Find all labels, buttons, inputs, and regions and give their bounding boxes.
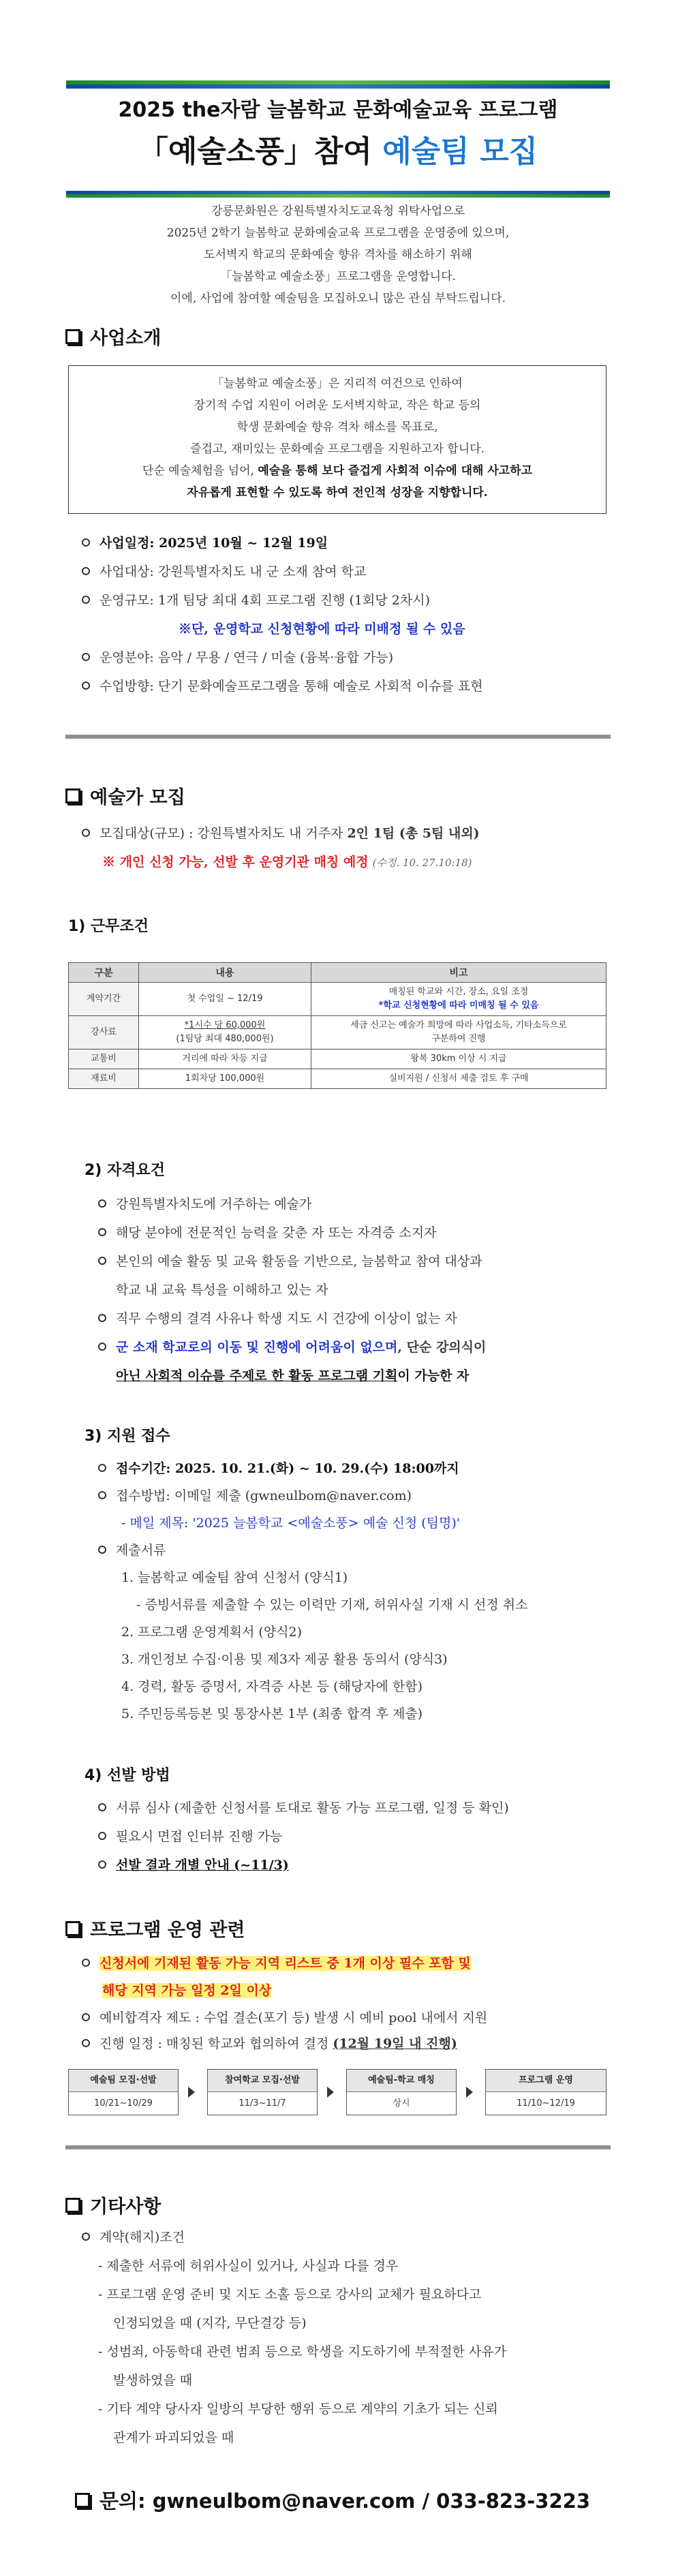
selection-item-text: 선발 결과 개별 안내 (~11/3)	[116, 1858, 289, 1873]
table-row	[69, 983, 606, 1016]
selection-item-text: 서류 심사 (제출한 신청서를 토대로 활동 가능 프로그램, 일정 등 확인)	[116, 1800, 509, 1815]
apply-doc: 1. 늘봄학교 예술팀 참여 신청서 (양식1)	[121, 1570, 348, 1585]
arrow-right-icon	[188, 2087, 195, 2098]
apply-item	[98, 1458, 459, 1477]
business-item-text: 운영분야: 음악 / 무용 / 연극 / 미술 (융복·융합 가능)	[99, 650, 394, 665]
box-line: 학생 문화예술 향유 격차 해소를 목표로,	[236, 420, 438, 434]
selection-item	[98, 1798, 509, 1816]
apply-item-text: 접수방법: 이메일 제출 (gwneulbom@naver.com)	[116, 1488, 412, 1503]
selection-heading: 4) 선발 방법	[84, 1767, 170, 1784]
qual-item-cont	[116, 1366, 469, 1384]
checkbox-square-icon	[65, 1921, 80, 1936]
operation-item-highlight-cont	[102, 1980, 271, 1999]
circle-bullet-icon	[98, 1314, 106, 1322]
recruit-note	[102, 852, 472, 870]
circle-bullet-icon	[98, 1860, 106, 1869]
process-step-date: 상시	[393, 2098, 410, 2109]
circle-bullet-icon	[98, 1228, 106, 1236]
apply-heading: 3) 지원 접수	[84, 1428, 170, 1445]
business-item	[82, 590, 430, 609]
circle-bullet-icon	[98, 1832, 106, 1840]
arrow-right-icon	[466, 2087, 473, 2098]
circle-bullet-icon	[98, 1803, 106, 1811]
operation-item-text: 예비합격자 제도 : 수업 결손(포기 등) 발생 시 예비 pool 내에서 지원	[99, 2010, 488, 2025]
circle-bullet-icon	[82, 653, 90, 661]
qual-item-text: 강원특별자치도에 거주하는 예술가	[116, 1197, 312, 1212]
note-line-blue: *학교 신청현황에 따라 미매칭 될 수 있음	[378, 1000, 539, 1011]
header-bottom-bar	[66, 191, 610, 198]
circle-bullet-icon	[98, 1464, 106, 1472]
circle-bullet-icon	[82, 596, 90, 604]
table-row	[69, 1016, 606, 1049]
intro-line: 도서벽지 학교의 문화예술 향유 격차를 해소하기 위해	[204, 248, 472, 262]
intro-line: 「늘봄학교 예술소풍」프로그램을 운영합니다.	[220, 270, 456, 283]
etc-item-text: 계약(해지)조건	[99, 2230, 185, 2245]
recruit-target-scale: 2인 1팀 (총 5팀 내외)	[347, 826, 480, 841]
process-step-title: 프로그램 운영	[486, 2070, 606, 2092]
recruit-note-red: ※ 개인 신청 가능, 선발 후 운영기관 매칭 예정	[102, 855, 369, 870]
recruit-target-text: 모집대상(규모) : 강원특별자치도 내 거주자	[99, 826, 348, 841]
note-line: 세금 신고는 예술가 희망에 따라 사업소득, 기타소득으로	[350, 1020, 567, 1030]
apply-doc: 2. 프로그램 운영계획서 (양식2)	[121, 1625, 303, 1640]
table-cell-note: 실비지원 / 신청서 제출 검토 후 구매	[311, 1069, 606, 1089]
box-line-bold: 예술을 통해 보다 즐겁게 사회적 이슈에 대해 사고하고	[258, 464, 533, 478]
recruit-note-revision: (수정. 10. 27.10:18)	[372, 857, 472, 869]
process-step-date: 11/3~11/7	[239, 2098, 286, 2109]
section-heading-etc	[65, 2192, 161, 2218]
conditions-table	[68, 962, 606, 1089]
intro-line: 이에, 사업에 참여할 예술팀을 모집하오니 많은 관심 부탁드립니다.	[170, 292, 506, 305]
table-cell-note: 왕복 30km 이상 시 지급	[311, 1049, 606, 1069]
box-line: 장기적 수업 지원이 어려운 도서벽지학교, 작은 학교 등의	[194, 399, 481, 412]
business-item	[82, 676, 483, 694]
note-line: 구분하여 진행	[431, 1034, 486, 1044]
etc-subitem: - 제출한 서류에 허위사실이 있거나, 사실과 다를 경우	[98, 2258, 399, 2273]
content-line: *1시수 당 60,000원	[184, 1020, 266, 1030]
section-heading-text: 예술가 모집	[90, 787, 185, 808]
business-intro-box	[68, 365, 606, 514]
process-step-date: 11/10~12/19	[517, 2098, 575, 2109]
business-note: ※단, 운영학교 신청현황에 따라 미배정 될 수 있음	[179, 622, 465, 637]
section-divider	[65, 2145, 611, 2149]
title-line-1: 2025 the자람 늘봄학교 문화예술교육 프로그램	[118, 98, 558, 122]
table-cell-category: 강사료	[69, 1016, 139, 1049]
circle-bullet-icon	[98, 1199, 106, 1208]
checkbox-square-icon	[65, 329, 80, 344]
etc-subitem-cont: 인정되었을 때 (지각, 무단결강 등)	[113, 2316, 307, 2331]
process-step-title: 예술팀-학교 매칭	[347, 2070, 456, 2092]
table-cell-category: 계약기간	[69, 983, 139, 1016]
business-item-text: 수업방향: 단기 문화예술프로그램을 통해 예술로 사회적 이슈를 표현	[99, 679, 483, 694]
conditions-heading: 1) 근무조건	[68, 918, 149, 935]
qual-item-underline: 아닌 사회적 이슈를 주제로 한 활동 프로그램 기획	[116, 1368, 398, 1383]
process-flow	[68, 2069, 606, 2118]
operation-item	[82, 2008, 487, 2026]
header-top-bar	[66, 80, 610, 89]
operation-highlight-text: 신청서에 기재된 활동 가능 지역 리스트 중 1개 이상 필수 포함 및	[99, 1956, 471, 1971]
box-line: 「늘봄학교 예술소풍」은 지리적 여건으로 인하여	[212, 377, 463, 390]
recruit-target	[82, 823, 480, 842]
apply-item-text: 접수기간: 2025. 10. 21.(화) ~ 10. 29.(수) 18:00까지	[116, 1461, 459, 1476]
table-header: 내용	[139, 963, 311, 983]
business-item	[82, 533, 328, 551]
circle-bullet-icon	[82, 681, 90, 690]
table-cell-category: 교통비	[69, 1049, 139, 1069]
table-cell-note	[311, 983, 606, 1016]
qual-item-bold: 이 가능한 자	[397, 1368, 470, 1383]
business-item	[82, 562, 366, 580]
qual-item	[98, 1194, 311, 1212]
box-line-part: 단순 예술체험을 넘어,	[142, 464, 258, 478]
table-row	[69, 1049, 606, 1069]
qualification-heading: 2) 자격요건	[84, 1162, 166, 1179]
qual-item-bold: 단순 강의식이	[406, 1340, 487, 1355]
intro-line: 강릉문화원은 강원특별자치도교육청 위탁사업으로	[211, 204, 465, 218]
table-cell-note	[311, 1016, 606, 1049]
process-step	[346, 2069, 457, 2115]
operation-item-text: 진행 일정 : 매칭된 학교와 협의하여 결정	[99, 2036, 333, 2051]
content-line: (1팀당 최대 480,000원)	[176, 1034, 274, 1044]
circle-bullet-icon	[82, 2039, 90, 2047]
table-cell-content: 첫 수업일 ~ 12/19	[139, 983, 311, 1016]
circle-bullet-icon	[82, 567, 90, 575]
section-divider	[65, 735, 611, 739]
apply-mail-subject: - 메일 제목: '2025 늘봄학교 <예술소풍> 예술 신청 (팀명)'	[121, 1516, 460, 1531]
business-item-text: 운영규모: 1개 팀당 최대 4회 프로그램 진행 (1회당 2차시)	[99, 593, 430, 608]
intro-line: 2025년 2학기 늘봄학교 문화예술교육 프로그램을 운영중에 있으며,	[166, 226, 510, 240]
section-heading-recruit	[65, 782, 185, 809]
title-line-2-part-a: 「예술소풍」참여	[138, 134, 383, 169]
circle-bullet-icon	[82, 538, 90, 547]
qual-item-text: 본인의 예술 활동 및 교육 활동을 기반으로, 늘봄학교 참여 대상과	[116, 1254, 482, 1269]
table-cell-content: 1회차당 100,000원	[139, 1069, 311, 1089]
circle-bullet-icon	[82, 2013, 90, 2021]
circle-bullet-icon	[98, 1491, 106, 1499]
section-heading-text: 사업소개	[90, 328, 162, 349]
checkbox-square-icon	[75, 2493, 90, 2508]
apply-doc: 4. 경력, 활동 증명서, 자격증 사본 등 (해당자에 한함)	[121, 1679, 423, 1694]
contact-text[interactable]: 문의: gwneulbom@naver.com / 033-823-3223	[99, 2489, 591, 2513]
apply-doc-note: - 증빙서류를 제출할 수 있는 이력만 기재, 허위사실 기재 시 선정 취소	[136, 1597, 528, 1612]
etc-item	[82, 2227, 185, 2245]
process-step	[68, 2069, 179, 2115]
etc-subitem: - 성범죄, 아동학대 관련 범죄 등으로 학생을 지도하기에 부적절한 사유가	[98, 2344, 507, 2359]
contact-info	[75, 2486, 590, 2514]
circle-bullet-icon	[98, 1546, 106, 1554]
box-line-bold: 자유롭게 표현할 수 있도록 하여 전인적 성장을 지향합니다.	[187, 486, 488, 500]
operation-item	[82, 2034, 457, 2052]
process-step	[207, 2069, 318, 2115]
table-header-row	[69, 963, 606, 983]
etc-subitem-cont: 발생하였을 때	[113, 2373, 193, 2388]
operation-highlight-text: 해당 지역 가능 일정 2일 이상	[102, 1983, 272, 1998]
operation-item-highlight	[82, 1953, 471, 1972]
circle-bullet-icon	[82, 829, 90, 837]
title-line-2-part-b: 예술팀 모집	[382, 134, 538, 169]
apply-doc: 5. 주민등록등본 및 통장사본 1부 (최종 합격 후 제출)	[121, 1706, 423, 1721]
circle-bullet-icon	[98, 1257, 106, 1265]
table-cell-category: 재료비	[69, 1069, 139, 1089]
etc-subitem-cont: 관계가 파괴되었을 때	[113, 2430, 234, 2445]
section-heading-text: 기타사항	[90, 2196, 162, 2218]
intro-text	[0, 200, 676, 309]
table-cell-content	[139, 1016, 311, 1049]
circle-bullet-icon	[82, 2233, 90, 2241]
qual-item	[98, 1251, 482, 1270]
qual-item-blue: 군 소재 학교로의 이동 및 진행에 어려움이 없으며,	[116, 1340, 407, 1355]
box-line: 즐겁고, 재미있는 문화예술 프로그램을 지원하고자 합니다.	[190, 442, 485, 456]
selection-item	[98, 1826, 282, 1845]
qual-item-text: 해당 분야에 전문적인 능력을 갖춘 자 또는 자격증 소지자	[116, 1225, 437, 1240]
apply-item-text: 제출서류	[116, 1543, 166, 1558]
table-header: 비고	[311, 963, 606, 983]
business-item-text: 사업일정: 2025년 10월 ~ 12월 19일	[99, 536, 328, 551]
selection-item-text: 필요시 면접 인터뷰 진행 가능	[116, 1829, 283, 1844]
title-line-2	[0, 127, 676, 170]
apply-item	[98, 1486, 412, 1504]
arrow-right-icon	[327, 2087, 334, 2098]
checkbox-square-icon	[65, 788, 80, 803]
etc-subitem: - 프로그램 운영 준비 및 지도 소홀 등으로 강사의 교체가 필요하다고	[98, 2287, 482, 2302]
box-line	[69, 460, 606, 482]
qual-item-text: 직무 수행의 결격 사유나 학생 지도 시 건강에 이상이 없는 자	[116, 1311, 457, 1326]
section-heading-text: 프로그램 운영 관련	[90, 1920, 245, 1941]
section-heading-operation	[65, 1915, 245, 1942]
business-item-text: 사업대상: 강원특별자치도 내 군 소재 참여 학교	[99, 564, 367, 579]
table-row	[69, 1069, 606, 1089]
qual-item-cont: 학교 내 교육 특성을 이해하고 있는 자	[116, 1283, 328, 1298]
table-cell-content: 거리에 따라 차등 지급	[139, 1049, 311, 1069]
note-line: 매칭된 학교와 시간, 장소, 요일 조정	[388, 987, 529, 997]
checkbox-square-icon	[65, 2198, 80, 2213]
circle-bullet-icon	[98, 1343, 106, 1351]
process-step-title: 참여학교 모집·선발	[208, 2070, 317, 2092]
process-step	[485, 2069, 606, 2115]
qual-item	[98, 1223, 436, 1241]
table-header: 구분	[69, 963, 139, 983]
etc-subitem: - 기타 계약 당사자 일방의 부당한 행위 등으로 계약의 기초가 되는 신뢰	[98, 2402, 498, 2417]
circle-bullet-icon	[82, 1959, 90, 1967]
qual-item	[98, 1308, 457, 1327]
apply-doc: 3. 개인정보 수집·이용 및 제3자 제공 활용 동의서 (양식3)	[121, 1652, 448, 1667]
business-item	[82, 647, 393, 666]
apply-item	[98, 1540, 166, 1559]
qual-item	[98, 1337, 486, 1355]
selection-item	[98, 1855, 289, 1873]
operation-item-deadline: (12월 19일 내 진행)	[333, 2036, 457, 2051]
process-step-date: 10/21~10/29	[94, 2098, 153, 2109]
section-heading-business	[65, 323, 161, 350]
process-step-title: 예술팀 모집·선발	[69, 2070, 178, 2092]
